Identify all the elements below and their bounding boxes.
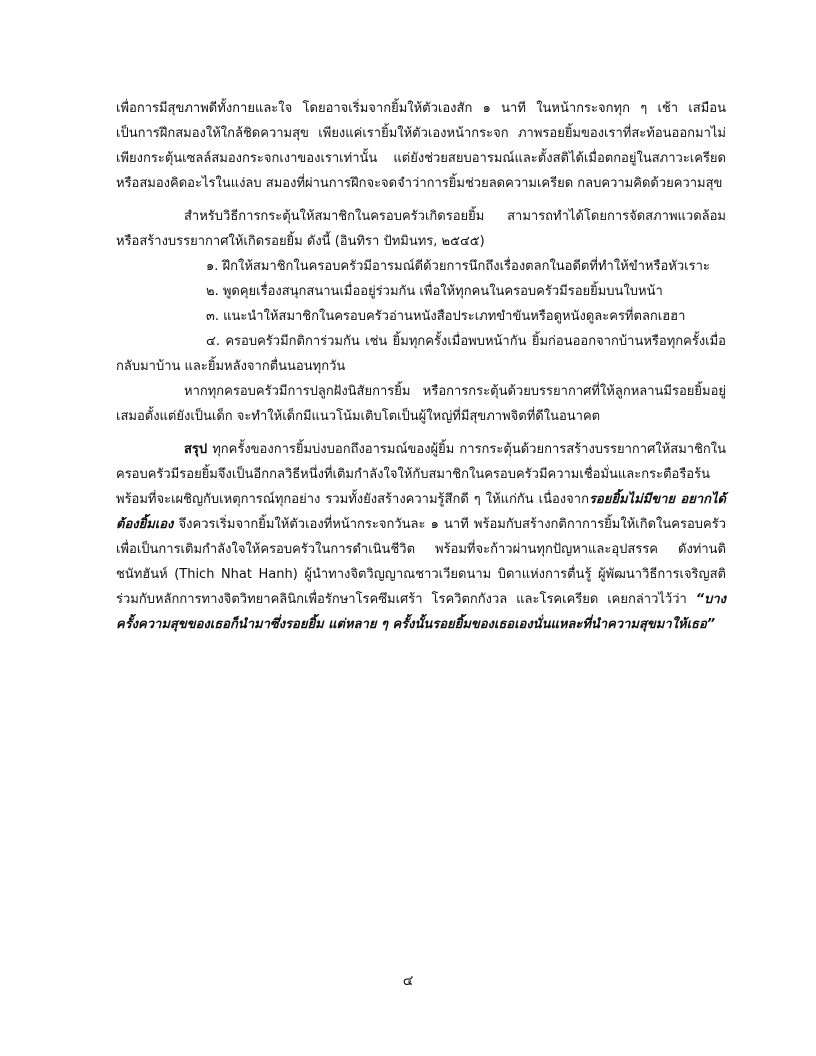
paragraph-conclusion	[116, 437, 726, 637]
paragraph-healthy-mind: เพื่อการมีสุขภาพดีทั้งกายและใจ โดยอาจเริ่มจากยิ้มให้ตัวเองสัก ๑ นาที ในหน้ากระจกทุก ๆ เช้า เสมือนเป็นการฝึกสมองให้ใกล้ชิดความสุข เพียงแค่เรายิ้มให้ตัวเองหน้ากระจก ภาพรอยยิ้มของเราที่สะท้อนออกมาไม่เพียงกระตุ้นเซลล์สมองกระจกเงาของเราเท่านั้น แต่ยังช่วยสยบอารมณ์และตั้งสติได้เมื่อตกอยู่ในสภาวะเครียด หรือสมองคิดอะไรในแง่ลบ สมองที่ผ่านการฝึกจะจดจำว่าการยิ้มช่วยลดความเครียด กลบความคิดด้วยความสุข	[116, 101, 726, 191]
list-item: ๒. พูดคุยเรื่องสนุกสนานเมื่ออยู่ร่วมกัน เพื่อให้ทุกคนในครอบครัวมีรอยยิ้มบนใบหน้า	[206, 284, 663, 299]
conclusion-label: สรุป	[184, 442, 208, 457]
conclusion-quote: “บางครั้งความสุขของเธอก็นำมาซึ่งรอยยิ้ม แต่หลาย ๆ ครั้งนั้นรอยยิ้มของเธอเองนั่นแหละที่นำความสุขมาให้เธอ”	[116, 592, 726, 632]
paragraph-family-smile-methods: สำหรับวิธีการกระตุ้นให้สมาชิกในครอบครัวเกิดรอยยิ้ม สามารถทำได้โดยการจัดสภาพแวดล้อมหรือสร้างบรรยากาศให้เกิดรอยยิ้ม ดังนี้ (อินทิรา ปัทมินทร, ๒๕๔๕)	[116, 209, 726, 249]
conclusion-text-2: จึงควรเริ่มจากยิ้มให้ตัวเองที่หน้ากระจกวันละ ๑ นาที พร้อมกับสร้างกติกาการยิ้มให้เกิดในครอบครัว เพื่อเป็นการเติมกำลังใจให้ครอบครัวในการดำเนินชีวิต พร้อมที่จะก้าวผ่านทุกปัญหาและอุปสรรค ดังท่านติชนัทฮันห์ (Thich Nhat Hanh) ผู้นำทางจิตวิญญาณชาวเวียดนาม บิดาแห่งการตื่นรู้ ผู้พัฒนาวิธีการเจริญสติร่วมกับหลักการทางจิตวิทยาคลินิกเพื่อรักษาโรคซึมเศร้า โรควิตกกังวล และโรคเครียด เคยกล่าวไว้ว่า	[116, 517, 726, 607]
page-number: ๔	[402, 973, 414, 989]
list-item: ๓. แนะนำให้สมาชิกในครอบครัวอ่านหนังสือประเภทขำขันหรือดูหนังดูละครที่ตลกเฮฮา	[206, 309, 686, 324]
list-item: ๑. ฝึกให้สมาชิกในครอบครัวมีอารมณ์ดีด้วยการนึกถึงเรื่องตลกในอดีตที่ทำให้ขำหรือหัวเราะ	[206, 259, 710, 274]
list-item: ๔. ครอบครัวมีกติการ่วมกัน เช่น ยิ้มทุกครั้งเมื่อพบหน้ากัน ยิ้มก่อนออกจากบ้านหรือทุกครั้งเมื่อกลับมาบ้าน และยิ้มหลังจากตื่นนอนทุกวัน	[116, 334, 726, 374]
conclusion-text-1: ทุกครั้งของการยิ้มบ่งบอกถึงอารมณ์ของผู้ยิ้ม การกระตุ้นด้วยการสร้างบรรยากาศให้สมาชิกในครอบครัวมีรอยยิ้มจึงเป็นอีกกลวิธีหนึ่งที่เติมกำลังใจให้กับสมาชิกในครอบครัวมีความเชื่อมั่นและกระตือรือร้นพร้อมที่จะเผชิญกับเหตุการณ์ทุกอย่าง รวมทั้งยังสร้างความรู้สึกดี ๆ ให้แก่กัน เนื่องจาก	[116, 442, 726, 507]
conclusion-emphasis: รอยยิ้มไม่มีขาย อยากได้ต้องยิ้มเอง	[116, 492, 726, 532]
page-body	[116, 96, 726, 637]
paragraph-habit: หากทุกครอบครัวมีการปลูกฝังนิสัยการยิ้ม หรือการกระตุ้นด้วยบรรยากาศที่ให้ลูกหลานมีรอยยิ้มอยู่เสมอตั้งแต่ยังเป็นเด็ก จะทำให้เด็กมีแนวโน้มเติบโตเป็นผู้ใหญ่ที่มีสุขภาพจิตที่ดีในอนาคต	[116, 384, 726, 424]
